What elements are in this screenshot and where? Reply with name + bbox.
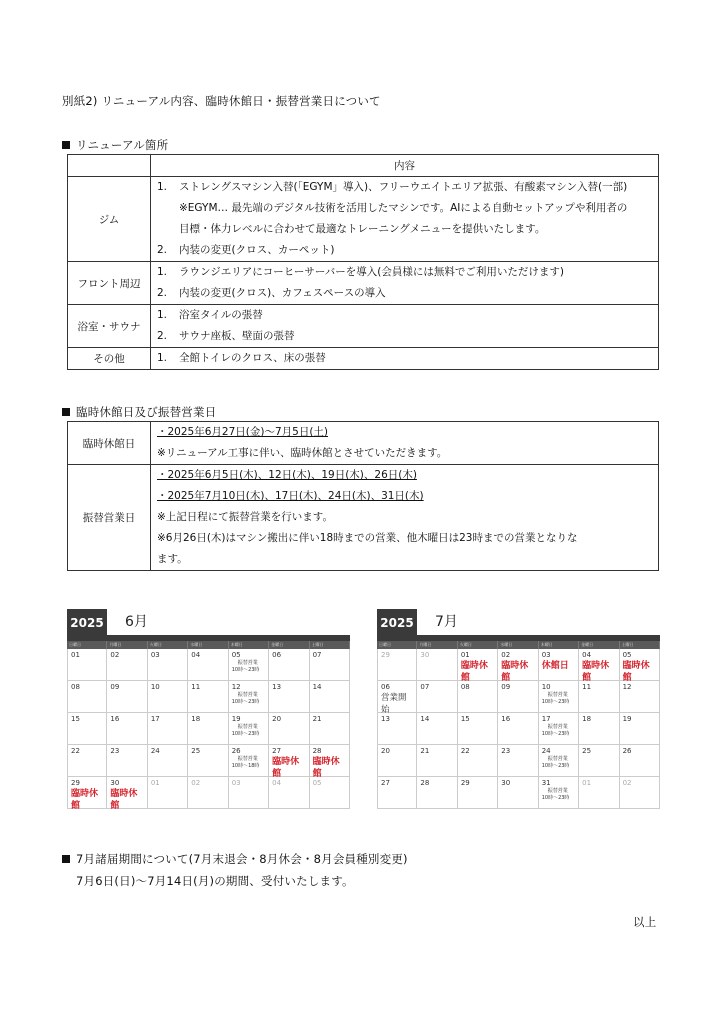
renewal-row xyxy=(68,177,659,262)
calendar-day xyxy=(269,649,309,681)
renewal-line-text: 目標・体力レベルに合わせて最適なトレーニングメニューを提供いたします。 xyxy=(179,223,546,235)
calendar-day xyxy=(188,713,228,745)
business-note: 10時～23時 xyxy=(541,731,570,737)
square-bullet-icon xyxy=(62,141,70,149)
calendar-month: 6月 xyxy=(125,614,148,630)
calendar-day xyxy=(539,649,579,681)
day-number: 03 xyxy=(150,651,160,659)
day-number: 20 xyxy=(272,715,282,723)
closed-label: 臨時休館 xyxy=(622,661,650,683)
day-number: 24 xyxy=(150,747,160,755)
calendar-day xyxy=(67,777,107,809)
day-number: 08 xyxy=(460,683,470,691)
day-number: 18 xyxy=(582,715,592,723)
calendar-day xyxy=(229,713,269,745)
calendar-day xyxy=(310,745,350,777)
calendar-day xyxy=(458,713,498,745)
day-number: 25 xyxy=(191,747,201,755)
closure-line xyxy=(151,549,658,570)
renewal-line-text: 内装の変更(クロス)、カフェスペースの導入 xyxy=(179,287,386,299)
day-number: 09 xyxy=(110,683,120,691)
business-note: 10時～18時 xyxy=(231,763,260,769)
calendar-day xyxy=(579,777,619,809)
renewal-category: ジム xyxy=(68,177,151,262)
renewal-line-text: サウナ座板、壁面の張替 xyxy=(179,330,295,342)
renewal-row xyxy=(68,348,659,370)
day-number: 17 xyxy=(541,715,551,723)
closed-label: 臨時休館 xyxy=(312,757,340,779)
business-note: 10時～23時 xyxy=(541,795,570,801)
day-number: 18 xyxy=(191,715,201,723)
renewal-row xyxy=(68,305,659,348)
renewal-category: その他 xyxy=(68,348,151,370)
calendar-day xyxy=(417,713,457,745)
calendar-day xyxy=(377,713,417,745)
closure-line xyxy=(151,507,658,528)
day-number: 26 xyxy=(622,747,632,755)
calendar-day xyxy=(620,681,660,713)
weekday-label: 水曜日 xyxy=(188,641,228,649)
calendar-day xyxy=(229,649,269,681)
day-number: 03 xyxy=(541,651,551,659)
renewal-line-text: 全館トイレのクロス、床の張替 xyxy=(179,352,326,364)
calendar-weekday-row xyxy=(67,641,350,649)
renewal-line xyxy=(151,283,658,304)
calendar-grid xyxy=(67,649,350,809)
renewal-line-number: 1. xyxy=(157,309,168,321)
renewal-line xyxy=(151,240,658,261)
closure-line-text: ・2025年6月27日(金)～7月5日(土) xyxy=(157,426,329,438)
closure-line xyxy=(151,443,658,464)
weekday-label: 土曜日 xyxy=(620,641,660,649)
calendar-day xyxy=(188,777,228,809)
renewal-content xyxy=(151,262,659,305)
weekday-label: 火曜日 xyxy=(458,641,498,649)
day-number: 21 xyxy=(312,715,322,723)
renewal-line xyxy=(151,262,658,283)
calendar-day xyxy=(229,777,269,809)
closure-category: 臨時休館日 xyxy=(68,422,151,465)
day-number: 30 xyxy=(110,779,120,787)
renewal-header-empty xyxy=(68,155,151,177)
day-number: 06 xyxy=(381,683,390,691)
closed-label: 臨時休館 xyxy=(582,661,610,683)
section-renewal-label: リニューアル箇所 xyxy=(76,138,169,152)
calendar-weekday-row xyxy=(377,641,660,649)
day-number: 14 xyxy=(420,715,430,723)
day-number: 21 xyxy=(420,747,430,755)
calendar-day xyxy=(107,649,147,681)
business-note: 振替営業 xyxy=(547,756,568,762)
business-note: 10時～23時 xyxy=(231,699,260,705)
day-number: 04 xyxy=(191,651,201,659)
day-number: 15 xyxy=(460,715,470,723)
day-number: 12 xyxy=(231,683,241,691)
renewal-header-row xyxy=(68,155,659,177)
section-closure-label: 臨時休館日及び振替営業日 xyxy=(76,405,217,419)
weekday-label: 月曜日 xyxy=(107,641,147,649)
calendar-day xyxy=(310,649,350,681)
section-notice-label: 7月諸届期間について(7月末退会・8月休会・8月会員種別変更) xyxy=(76,852,408,866)
calendar-day xyxy=(67,649,107,681)
calendar-day xyxy=(148,649,188,681)
square-bullet-icon xyxy=(62,408,70,416)
weekday-label: 木曜日 xyxy=(539,641,579,649)
closed-label: 臨時休館 xyxy=(272,757,300,779)
day-number: 02 xyxy=(501,651,511,659)
day-number: 20 xyxy=(381,747,390,755)
calendar-month: 7月 xyxy=(435,614,458,630)
closure-line xyxy=(151,528,658,549)
calendar-day xyxy=(67,745,107,777)
closure-category: 振替営業日 xyxy=(68,465,151,571)
closure-line xyxy=(151,486,658,507)
day-number: 13 xyxy=(381,715,390,723)
calendar-day xyxy=(148,745,188,777)
day-number: 29 xyxy=(460,779,470,787)
calendar-day xyxy=(377,649,417,681)
calendar-day xyxy=(417,745,457,777)
renewal-line-text: ※EGYM… 最先端のデジタル技術を活用したマシンです。AIによる自動セットアップや利用者の xyxy=(179,202,628,214)
closure-line-text: ます。 xyxy=(157,553,188,565)
day-number: 26 xyxy=(231,747,241,755)
closure-line xyxy=(151,465,658,486)
day-number: 23 xyxy=(110,747,120,755)
section-notice-body: 7月6日(日)～7月14日(月)の期間、受付いたします。 xyxy=(76,874,354,888)
day-number: 04 xyxy=(582,651,592,659)
renewal-header-content: 内容 xyxy=(151,155,659,177)
day-number: 08 xyxy=(71,683,80,691)
calendar-day xyxy=(269,681,309,713)
calendar-day xyxy=(377,745,417,777)
day-number: 10 xyxy=(150,683,160,691)
weekday-label: 日曜日 xyxy=(377,641,417,649)
calendar-june xyxy=(67,609,350,809)
renewal-line-number: 2. xyxy=(157,244,168,256)
business-note: 10時～23時 xyxy=(231,731,260,737)
renewal-line-number: 2. xyxy=(157,287,168,299)
day-number: 29 xyxy=(71,779,80,787)
calendar-july xyxy=(377,609,660,809)
weekday-label: 水曜日 xyxy=(498,641,538,649)
calendar-day xyxy=(148,777,188,809)
day-number: 10 xyxy=(541,683,551,691)
closed-label: 休館日 xyxy=(541,661,569,671)
closure-line xyxy=(151,422,658,443)
business-note: 振替営業 xyxy=(237,724,258,730)
day-number: 27 xyxy=(272,747,282,755)
day-number: 02 xyxy=(191,779,201,787)
reopen-label: 営業開始 xyxy=(381,693,407,715)
business-note: 10時～23時 xyxy=(541,699,570,705)
renewal-line-text: ストレングスマシン入替(「EGYM」導入)、フリーウエイトエリア拡張、有酸素マシン入替(一部) xyxy=(179,181,628,193)
day-number: 12 xyxy=(622,683,632,691)
renewal-line xyxy=(151,219,658,240)
closure-line-text: ・2025年7月10日(木)、17日(木)、24日(木)、31日(木) xyxy=(157,490,424,502)
day-number: 19 xyxy=(622,715,632,723)
calendar-day xyxy=(539,777,579,809)
day-number: 31 xyxy=(541,779,551,787)
renewal-content xyxy=(151,305,659,348)
renewal-line-number: 1. xyxy=(157,181,168,193)
day-number: 01 xyxy=(150,779,160,787)
calendar-day xyxy=(269,745,309,777)
calendar-day xyxy=(458,777,498,809)
calendar-day xyxy=(377,681,417,713)
day-number: 11 xyxy=(191,683,201,691)
business-note: 10時～23時 xyxy=(231,667,260,673)
calendar-header xyxy=(67,609,350,635)
calendar-day xyxy=(458,681,498,713)
calendar-day xyxy=(579,745,619,777)
calendar-day xyxy=(458,745,498,777)
calendar-day xyxy=(579,649,619,681)
closing-mark: 以上 xyxy=(633,915,657,929)
day-number: 01 xyxy=(71,651,80,659)
day-number: 02 xyxy=(110,651,120,659)
closure-content xyxy=(151,465,659,571)
calendar-day xyxy=(620,777,660,809)
business-note: 振替営業 xyxy=(237,660,258,666)
square-bullet-icon xyxy=(62,855,70,863)
day-number: 01 xyxy=(460,651,470,659)
calendar-day xyxy=(310,777,350,809)
calendar-day xyxy=(148,681,188,713)
weekday-label: 月曜日 xyxy=(417,641,457,649)
calendar-day xyxy=(620,649,660,681)
day-number: 09 xyxy=(501,683,511,691)
calendar-day xyxy=(417,649,457,681)
renewal-line-text: 内装の変更(クロス、カーペット) xyxy=(179,244,335,256)
calendar-day xyxy=(498,777,538,809)
renewal-row xyxy=(68,262,659,305)
weekday-label: 日曜日 xyxy=(67,641,107,649)
calendar-day xyxy=(498,681,538,713)
renewal-category: フロント周辺 xyxy=(68,262,151,305)
day-number: 01 xyxy=(582,779,592,787)
day-number: 16 xyxy=(110,715,120,723)
calendar-day xyxy=(67,713,107,745)
day-number: 29 xyxy=(381,651,390,659)
calendar-day xyxy=(188,681,228,713)
renewal-line xyxy=(151,177,658,198)
renewal-content xyxy=(151,177,659,262)
renewal-line xyxy=(151,198,658,219)
day-number: 24 xyxy=(541,747,551,755)
business-note: 振替営業 xyxy=(547,788,568,794)
closed-label: 臨時休館 xyxy=(501,661,529,683)
calendar-day xyxy=(377,777,417,809)
calendar-day xyxy=(107,681,147,713)
day-number: 28 xyxy=(420,779,430,787)
business-note: 振替営業 xyxy=(237,692,258,698)
weekday-label: 土曜日 xyxy=(310,641,350,649)
calendar-day xyxy=(579,713,619,745)
calendar-day xyxy=(310,681,350,713)
closed-label: 臨時休館 xyxy=(460,661,488,683)
calendar-day xyxy=(229,681,269,713)
section-renewal-heading xyxy=(62,137,168,153)
calendar-day xyxy=(229,745,269,777)
section-notice-heading xyxy=(62,851,408,867)
closure-table xyxy=(67,421,659,571)
day-number: 25 xyxy=(582,747,592,755)
calendar-grid xyxy=(377,649,660,809)
day-number: 06 xyxy=(272,651,282,659)
calendar-day xyxy=(107,777,147,809)
closure-line-text: ・2025年6月5日(木)、12日(木)、19日(木)、26日(木) xyxy=(157,469,417,481)
day-number: 16 xyxy=(501,715,511,723)
calendar-day xyxy=(107,745,147,777)
document-title: 別紙2) リニューアル内容、臨時休館日・振替営業日について xyxy=(62,94,381,108)
calendar-day xyxy=(539,745,579,777)
day-number: 22 xyxy=(460,747,470,755)
day-number: 07 xyxy=(312,651,322,659)
renewal-table xyxy=(67,154,659,370)
calendar-day xyxy=(539,713,579,745)
calendar-day xyxy=(310,713,350,745)
day-number: 28 xyxy=(312,747,322,755)
calendar-year: 2025 xyxy=(377,609,417,635)
calendar-day xyxy=(417,681,457,713)
closure-content xyxy=(151,422,659,465)
day-number: 05 xyxy=(312,779,322,787)
day-number: 05 xyxy=(231,651,241,659)
calendar-day xyxy=(620,713,660,745)
day-number: 22 xyxy=(71,747,80,755)
closure-line-text: ※上記日程にて振替営業を行います。 xyxy=(157,511,333,523)
day-number: 11 xyxy=(582,683,592,691)
day-number: 23 xyxy=(501,747,511,755)
business-note: 振替営業 xyxy=(547,692,568,698)
renewal-line-text: 浴室タイルの張替 xyxy=(179,309,263,321)
weekday-label: 金曜日 xyxy=(579,641,619,649)
day-number: 14 xyxy=(312,683,322,691)
day-number: 30 xyxy=(420,651,430,659)
weekday-label: 火曜日 xyxy=(148,641,188,649)
closed-label: 臨時休館 xyxy=(110,789,138,811)
business-note: 振替営業 xyxy=(237,756,258,762)
calendar-day xyxy=(269,777,309,809)
day-number: 05 xyxy=(622,651,632,659)
calendar-day xyxy=(539,681,579,713)
renewal-line-number: 1. xyxy=(157,352,168,364)
day-number: 13 xyxy=(272,683,282,691)
day-number: 15 xyxy=(71,715,80,723)
renewal-line-number: 1. xyxy=(157,266,168,278)
day-number: 30 xyxy=(501,779,511,787)
calendar-day xyxy=(498,713,538,745)
closure-line-text: ※リニューアル工事に伴い、臨時休館とさせていただきます。 xyxy=(157,447,448,459)
calendar-day xyxy=(67,681,107,713)
day-number: 04 xyxy=(272,779,282,787)
day-number: 19 xyxy=(231,715,241,723)
calendar-day xyxy=(148,713,188,745)
calendar-day xyxy=(417,777,457,809)
weekday-label: 金曜日 xyxy=(269,641,309,649)
closure-row xyxy=(68,422,659,465)
renewal-line xyxy=(151,326,658,347)
calendar-day xyxy=(269,713,309,745)
calendar-year: 2025 xyxy=(67,609,107,635)
day-number: 02 xyxy=(622,779,632,787)
calendar-day xyxy=(107,713,147,745)
weekday-label: 木曜日 xyxy=(229,641,269,649)
renewal-line-number: 2. xyxy=(157,330,168,342)
calendar-day xyxy=(498,745,538,777)
closure-line-text: ※6月26日(木)はマシン搬出に伴い18時までの営業、他木曜日は23時までの営業となりな xyxy=(157,532,578,544)
renewal-line xyxy=(151,305,658,326)
day-number: 27 xyxy=(381,779,390,787)
calendar-day xyxy=(620,745,660,777)
section-closure-heading xyxy=(62,404,216,420)
business-note: 振替営業 xyxy=(547,724,568,730)
day-number: 17 xyxy=(150,715,160,723)
renewal-line xyxy=(151,348,658,369)
renewal-content xyxy=(151,348,659,370)
calendar-day xyxy=(579,681,619,713)
renewal-line-text: ラウンジエリアにコーヒーサーバーを導入(会員様には無料でご利用いただけます) xyxy=(179,266,564,278)
calendar-header xyxy=(377,609,660,635)
business-note: 10時～23時 xyxy=(541,763,570,769)
calendar-day xyxy=(188,649,228,681)
day-number: 07 xyxy=(420,683,430,691)
calendar-day xyxy=(498,649,538,681)
calendar-day xyxy=(188,745,228,777)
calendar-day xyxy=(458,649,498,681)
day-number: 03 xyxy=(231,779,241,787)
closed-label: 臨時休館 xyxy=(71,789,99,811)
renewal-category: 浴室・サウナ xyxy=(68,305,151,348)
closure-row xyxy=(68,465,659,571)
